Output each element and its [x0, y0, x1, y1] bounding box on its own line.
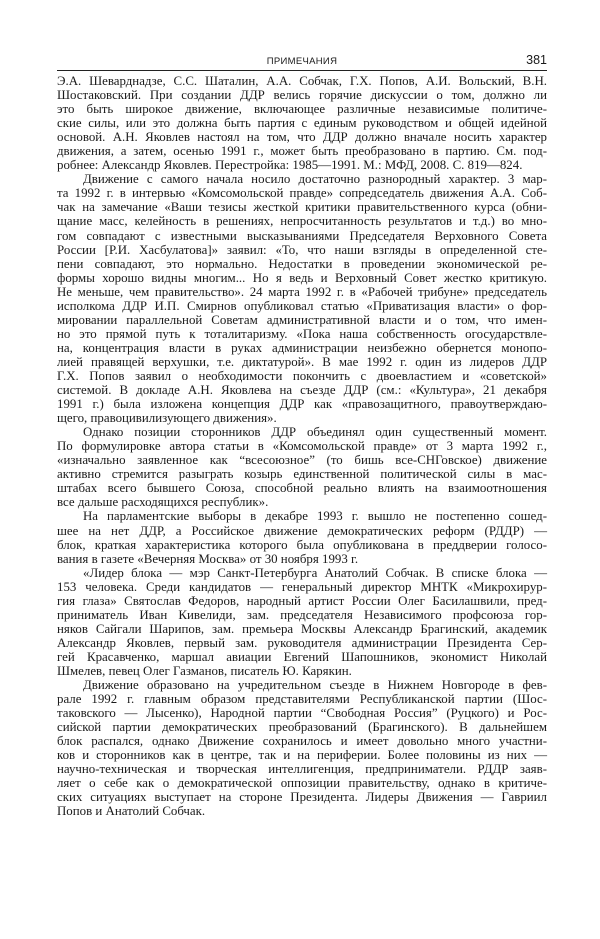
text-line: ских ситуациях выступает на стороне Президента. Лидеры Движения — Гавриил	[57, 790, 547, 805]
text-line: на, концентрация власти в руках администрации неизбежно обернется монопо-	[57, 340, 547, 355]
running-title: ПРИМЕЧАНИЯ	[266, 56, 338, 67]
text-line: Э.А. Шеварднадзе, С.С. Шаталин, А.А. Собчак, Г.Х. Попов, А.И. Вольский, В.Н.	[57, 74, 547, 88]
notes-body	[57, 74, 547, 818]
text-line: робнее: Александр Яковлев. Перестройка: 1985—1991. М.: МФД, 2008. С. 819—824.	[57, 158, 523, 173]
text-line: «Лидер блока — мэр Санкт-Петербурга Анатолий Собчак. В списке блока —	[83, 565, 547, 580]
text-line: щего, правоцивилизующего движения».	[57, 411, 277, 426]
text-line: ские силы, или это должна быть партия с единым руководством и общей идейной	[57, 116, 547, 131]
text-line: все дальше расходящихся республик».	[57, 495, 269, 510]
text-line: чак на замечание «Ваши тезисы жесткой критики правительственного курса (обни-	[57, 200, 547, 215]
text-line: гия глаза» Святослав Федоров, народный артист России Олег Басилашвили, пред-	[57, 593, 547, 608]
text-line: На парламентские выборы в декабре 1993 г. вышло не постепенно сошед-	[83, 509, 547, 524]
text-line: России [Р.И. Хасбулатова]» заявил: «То, что наши взгляды в определенной сте-	[57, 242, 547, 257]
text-line: блок распался, однако Движение сохранилось и имеет довольно много участни-	[57, 734, 547, 749]
text-line: пени совпадают, это нормально. Недостатки в проведении экономической ре-	[57, 256, 547, 271]
text-line: активно стремится разыграть козырь единственной политической силы в мас-	[57, 467, 547, 482]
text-line: Движение образовано на учредительном съезде в Нижнем Новгороде в фев-	[83, 678, 547, 693]
text-line: гей Красавченко, маршал авиации Евгений Шапошников, экономист Николай	[57, 649, 547, 664]
text-line: основой. А.Н. Яковлев настоял на том, что ДДР должно вначале носить характер	[57, 130, 547, 145]
text-line: приниматель Иван Кивелиди, зам. председателя Независимого профсоюза гор-	[57, 607, 547, 622]
text-line: щание масс, келейность в решениях, непросчитанность результатов и т.д.) во мно-	[57, 214, 547, 229]
text-line: но это прямой путь к тоталитаризму. «Пока наша собственность огосударствле-	[57, 326, 547, 341]
text-line: это быть широкое движение, включающее различные независимые политиче-	[57, 102, 547, 117]
text-line: «изначально заявленное как “всесоюзное” (то бишь все-СНГовское) движение	[57, 453, 547, 468]
text-line: формы хорошо видны многим... Но я ведь и Верховный Совет жестко критикую.	[57, 270, 547, 285]
text-line: Шмелев, певец Олег Газманов, писатель Ю. Карякин.	[57, 663, 352, 678]
text-line: та 1992 г. в интервью «Комсомольской правде» сопредседатель движения А.А. Соб-	[57, 186, 547, 201]
text-line: штабах всего бывшего Союза, способной реально влиять на взаимоотношения	[57, 481, 547, 496]
text-line: рале 1992 г. главным образом представителями Республиканской партии (Шос-	[57, 692, 547, 707]
paragraph	[57, 509, 547, 565]
text-line: движения, а затем, осенью 1991 г., может быть преобразовано в партию. См. под-	[57, 144, 547, 159]
text-line: гом совпадают с известными высказываниями Председателя Верховного Совета	[57, 228, 547, 243]
text-line: вания в газете «Вечерняя Москва» от 30 ноября 1993 г.	[57, 551, 359, 566]
text-line: блок, краткая характеристика которого была опубликована в преддверии голосо-	[57, 537, 547, 552]
paragraph	[57, 566, 547, 678]
text-line: По формулировке автора статьи в «Комсомольской правде» от 3 марта 1992 г.,	[57, 439, 547, 454]
text-line: Не меньше, чем правительство». 24 марта 1992 г. в «Рабочей трибуне» председатель	[57, 284, 547, 299]
page-number: 381	[526, 53, 547, 67]
text-line: няков Сайгали Шарипов, зам. премьера Москвы Александр Брагинский, академик	[57, 621, 547, 636]
text-line: системой. В докладе А.Н. Яковлева на съезде ДДР (см.: «Культура», 21 декабря	[57, 383, 547, 398]
text-line: научно-техническая и творческая интеллигенция, предприниматели. РДДР заяв-	[57, 762, 547, 777]
text-line: Движение с самого начала носило достаточно разнородный характер. 3 мар-	[83, 172, 547, 187]
text-line: таковского — Лысенко), Народной партии “Свободная Россия” (Руцкого) и Рос-	[57, 706, 547, 721]
text-line: Попов и Анатолий Собчак.	[57, 804, 206, 819]
text-line: Александр Яковлев, первый зам. руководителя администрации Президента Сер-	[57, 635, 547, 650]
text-line: лией правящей верхушки, т.е. диктатурой». В мае 1992 г. один из лидеров ДДР	[57, 354, 547, 369]
text-line: исполкома ДДР И.П. Смирнов опубликовал статью «Приватизация власти» о фор-	[57, 298, 547, 313]
text-line: ков и сторонников как в центре, так и на периферии. Более половины из них —	[57, 748, 547, 763]
paragraph	[57, 74, 547, 172]
paragraph	[57, 172, 547, 425]
text-line: 1991 г.) была изложена концепция ДДР как «правозащитного, правоутверждаю-	[57, 397, 547, 412]
text-line: Шостаковский. При создании ДДР велись горячие дискуссии о том, должно ли	[57, 88, 547, 103]
text-line: Г.Х. Попов заявил о необходимости покончить с двоевластием и «советской»	[57, 368, 547, 383]
paragraph	[57, 425, 547, 509]
running-header	[57, 52, 547, 71]
text-line: шее на нет ДДР, а Российское движение демократических реформ (РДДР) —	[57, 523, 547, 538]
text-line: сийской партии демократических преобразований (Брагинского). В дальнейшем	[57, 720, 547, 735]
text-line: ляет о себе как о демократической оппозиции правительству, однако в критиче-	[57, 776, 547, 791]
paragraph	[57, 678, 547, 818]
text-line: Однако позиции сторонников ДДР объединял один существенный момент.	[83, 425, 547, 440]
text-line: мировании параллельной Советам административной власти и о том, что имен-	[57, 312, 547, 327]
text-line: 153 человека. Среди кандидатов — генеральный директор МНТК «Микрохирур-	[57, 579, 547, 594]
